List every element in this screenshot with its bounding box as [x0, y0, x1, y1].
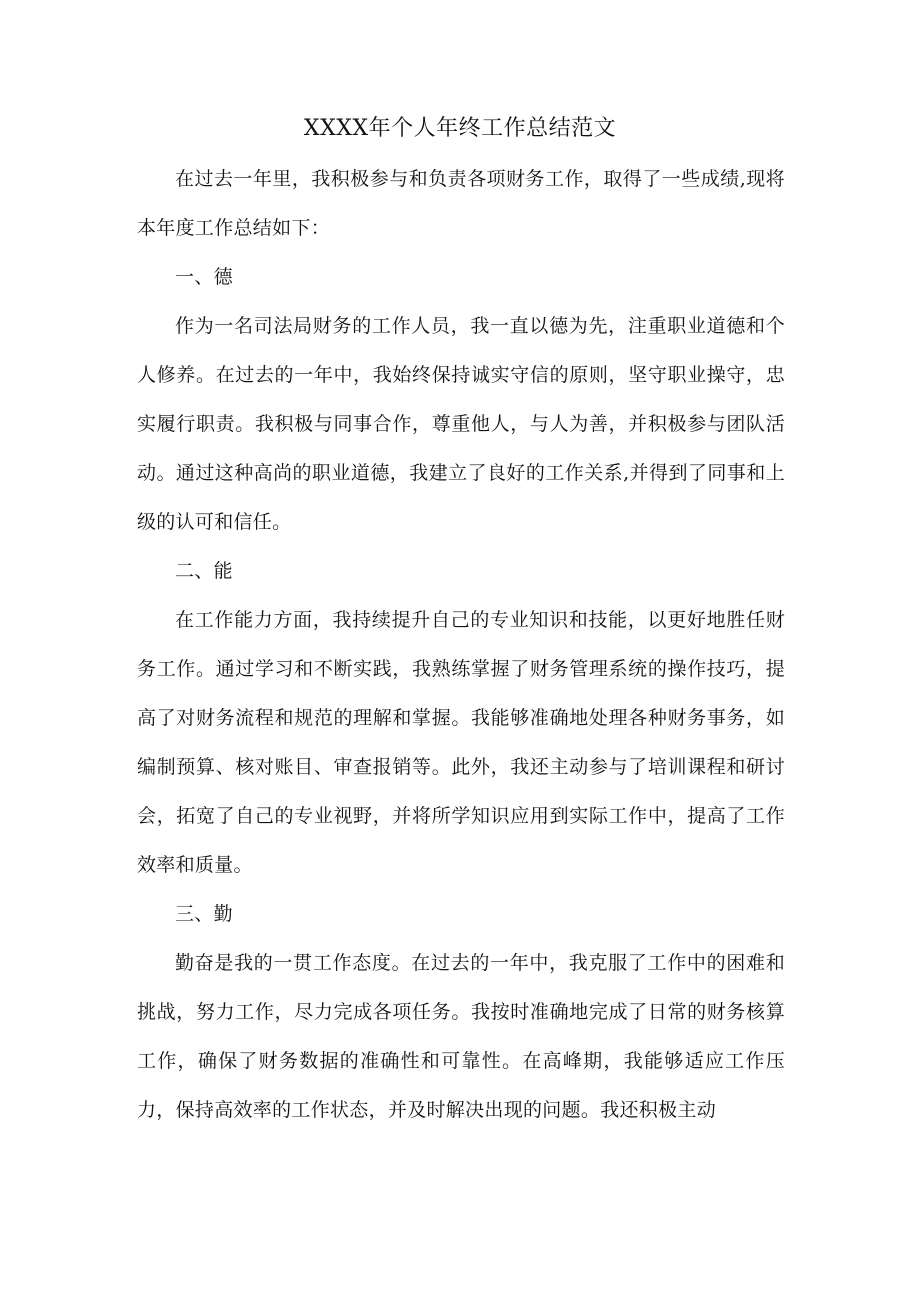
- section-heading-de: 一、德: [175, 266, 233, 288]
- document-title: XXXX年个人年终工作总结范文: [303, 116, 617, 141]
- section-paragraph-de: 作为一名司法局财务的工作人员，我一直以德为先，注重职业道德和个人修养。在过去的一年中，我始终保持诚实守信的原则，坚守职业操守，忠实履行职责。我积极与同事合作，尊重他人，与人为善，并积极参与团队活动。通过这种高尚的职业道德，我建立了良好的工作关系,并得到了同事和上级的认可和信任。: [137, 315, 785, 533]
- section-paragraph-qin: 勤奋是我的一贯工作态度。在过去的一年中，我克服了工作中的困难和挑战，努力工作，尽力完成各项任务。我按时准确地完成了日常的财务核算工作，确保了财务数据的准确性和可靠性。在高峰期，我能够适应工作压力，保持高效率的工作状态，并及时解决出现的问题。我还积极主动: [137, 952, 785, 1121]
- intro-paragraph: 在过去一年里，我积极参与和负责各项财务工作，取得了一些成绩,现将本年度工作总结如下：: [137, 168, 785, 239]
- section-paragraph-neng: 在工作能力方面，我持续提升自己的专业知识和技能，以更好地胜任财务工作。通过学习和不断实践，我熟练掌握了财务管理系统的操作技巧，提高了对财务流程和规范的理解和掌握。我能够准确地处理各种财务事务，如编制预算、核对账目、审查报销等。此外，我还主动参与了培训课程和研讨会，拓宽了自己的专业视野，并将所学知识应用到实际工作中，提高了工作效率和质量。: [137, 609, 785, 876]
- section-heading-neng: 二、能: [175, 560, 233, 582]
- document-body: [137, 155, 785, 1135]
- section-heading-qin: 三、勤: [175, 903, 233, 925]
